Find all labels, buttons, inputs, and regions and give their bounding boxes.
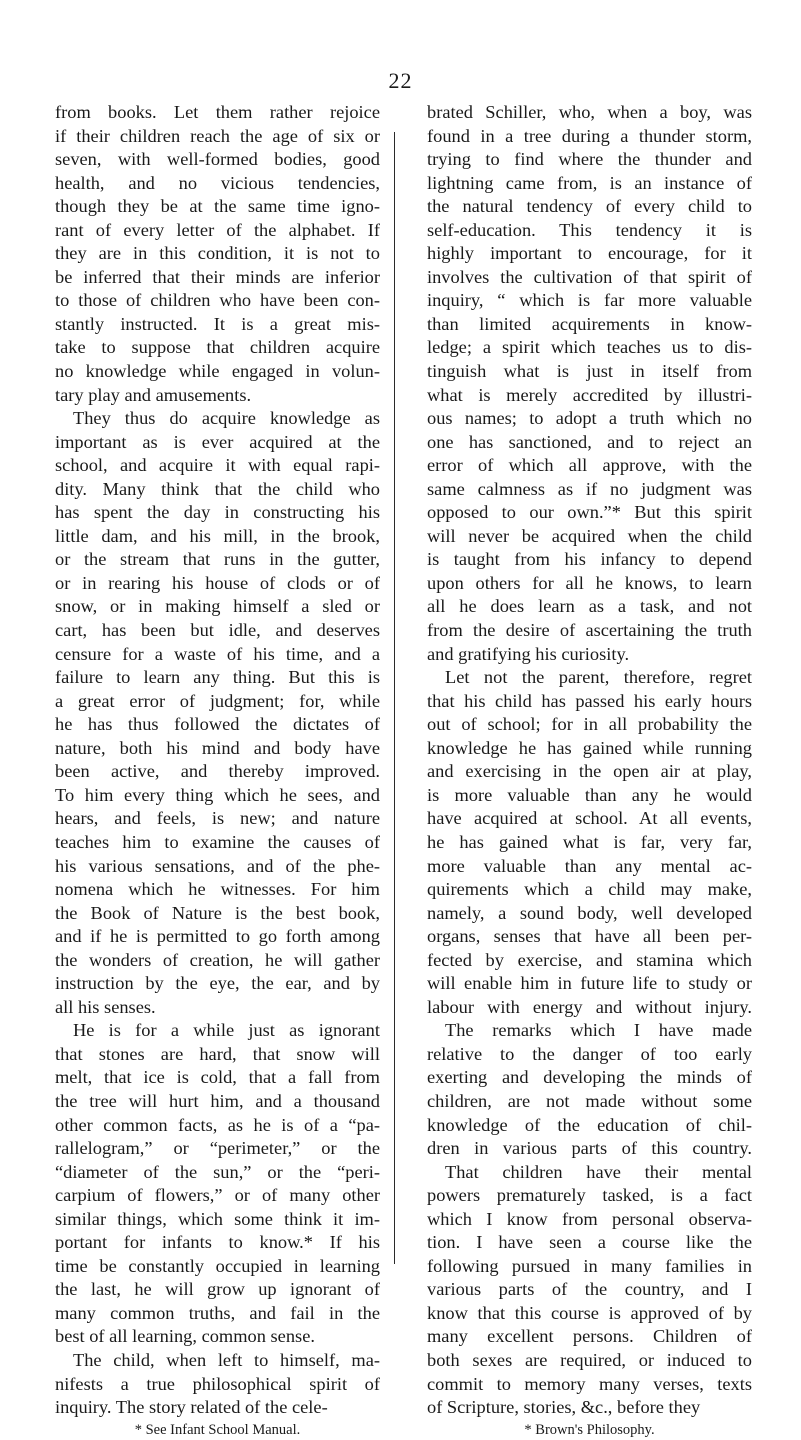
text-line: time be constantly occupied in learning xyxy=(55,1255,380,1276)
text-line: seven, with well-formed bodies, good xyxy=(55,149,380,170)
text-line: or in rearing his house of clods or of xyxy=(55,572,380,593)
text-line: have acquired at school. At all events, xyxy=(427,808,752,829)
text-line: Let not the parent, therefore, regret xyxy=(445,667,752,688)
text-line: various parts of the country, and I xyxy=(427,1279,752,1300)
text-line: that his child has passed his early hours xyxy=(427,690,752,711)
text-line: stantly instructed. It is a great mis- xyxy=(55,313,380,334)
text-line: snow, or in making himself a sled or xyxy=(55,596,380,617)
text-line: children, are not made without some xyxy=(427,1090,752,1111)
text-line: many excellent persons. Children of xyxy=(427,1326,752,1347)
text-line: He is for a while just as ignorant xyxy=(73,1020,380,1041)
text-line: school, and acquire it with equal rapi- xyxy=(55,455,380,476)
text-line: all his senses. xyxy=(55,996,156,1017)
text-line: nature, both his mind and body have xyxy=(55,737,380,758)
text-line: knowledge he has gained while running xyxy=(427,737,752,758)
text-line: dren in various parts of this country. xyxy=(427,1138,752,1159)
text-line: the last, he will grow up ignorant of xyxy=(55,1279,380,1300)
text-line: all he does learn as a task, and not xyxy=(427,596,752,617)
text-line: exerting and developing the minds of xyxy=(427,1067,752,1088)
text-line: or the stream that runs in the gutter, xyxy=(55,549,380,570)
text-line: tion. I have seen a course like the xyxy=(427,1232,752,1253)
text-line: instruction by the eye, the ear, and by xyxy=(55,973,380,994)
text-line: That children have their mental xyxy=(445,1161,752,1182)
text-line: They thus do acquire knowledge as xyxy=(73,408,380,429)
text-line: he has thus followed the dictates of xyxy=(55,714,380,735)
text-line: self-education. This tendency it is xyxy=(427,219,752,240)
text-line: organs, senses that have all been per- xyxy=(427,926,752,947)
text-line: The child, when left to himself, ma- xyxy=(73,1349,380,1370)
text-line: namely, a sound body, well developed xyxy=(427,902,752,923)
text-line: tary play and amusements. xyxy=(55,384,252,405)
text-line: trying to find where the thunder and xyxy=(427,149,752,170)
text-line: take to suppose that children acquire xyxy=(55,337,380,358)
text-line: teaches him to examine the causes of xyxy=(55,831,380,852)
text-line: hears, and feels, is new; and nature xyxy=(55,808,380,829)
text-line: little dam, and his mill, in the brook, xyxy=(55,525,380,546)
text-line: which I know from personal observa- xyxy=(427,1208,752,1229)
text-line: carpium of flowers,” or of many other xyxy=(55,1185,380,1206)
text-line: labour with energy and without injury. xyxy=(427,996,752,1017)
text-line: powers prematurely tasked, is a fact xyxy=(427,1185,752,1206)
text-line: inquiry. The story related of the cele- xyxy=(55,1397,328,1418)
text-line: highly important to encourage, for it xyxy=(427,243,752,264)
text-line: be inferred that their minds are inferior xyxy=(55,266,380,287)
text-line: best of all learning, common sense. xyxy=(55,1326,315,1347)
text-line: the tree will hurt him, and a thousand xyxy=(55,1090,380,1111)
text-line: To him every thing which he sees, and xyxy=(55,784,380,805)
text-line: they are in this condition, it is not to xyxy=(55,243,380,264)
footnote: * Brown's Philosophy. xyxy=(524,1421,655,1438)
text-line: rallelogram,” or “perimeter,” or the xyxy=(55,1138,380,1159)
text-line: tinguish what is just in itself from xyxy=(427,361,752,382)
text-line: out of school; for in all probability the xyxy=(427,714,752,735)
text-line: if their children reach the age of six or xyxy=(55,125,380,146)
text-line: same calmness as if no judgment was xyxy=(427,478,752,499)
text-line: censure for a waste of his time, and a xyxy=(55,643,380,664)
text-line: he has gained what is far, very far, xyxy=(427,831,752,852)
text-line: has spent the day in constructing his xyxy=(55,502,380,523)
text-line: than limited acquirements in know- xyxy=(427,313,752,334)
text-line: important as is ever acquired at the xyxy=(55,431,380,452)
text-line: relative to the danger of too early xyxy=(427,1043,752,1064)
text-line: commit to memory many verses, texts xyxy=(427,1373,752,1394)
text-line: nomena which he witnesses. For him xyxy=(55,879,380,900)
text-line: a great error of judgment; for, while xyxy=(55,690,380,711)
text-line: other common facts, as he is of a “pa- xyxy=(55,1114,380,1135)
text-line: following pursued in many families in xyxy=(427,1255,752,1276)
text-line: error of which all approve, with the xyxy=(427,455,752,476)
right-column xyxy=(427,101,752,1440)
text-line: nifests a true philosophical spirit of xyxy=(55,1373,380,1394)
footnote: * See Infant School Manual. xyxy=(134,1421,301,1438)
text-line: the wonders of creation, he will gather xyxy=(55,949,380,970)
text-line: found in a tree during a thunder storm, xyxy=(427,125,752,146)
text-line: and gratifying his curiosity. xyxy=(427,643,630,664)
text-line: failure to learn any thing. But this is xyxy=(55,667,380,688)
text-line: lightning came from, is an instance of xyxy=(427,172,752,193)
text-line: to those of children who have been con- xyxy=(55,290,380,311)
text-line: is more valuable than any he would xyxy=(427,784,752,805)
text-line: will enable him in future life to study or xyxy=(427,973,752,994)
text-line: that stones are hard, that snow will xyxy=(55,1043,380,1064)
text-line: more valuable than any mental ac- xyxy=(427,855,752,876)
text-line: know that this course is approved of by xyxy=(427,1302,752,1323)
text-line: though they be at the same time igno- xyxy=(55,196,380,217)
text-line: portant for infants to know.* If his xyxy=(55,1232,380,1253)
text-line: knowledge of the education of chil- xyxy=(427,1114,752,1135)
text-line: from books. Let them rather rejoice xyxy=(55,102,380,122)
text-line: both sexes are required, or induced to xyxy=(427,1349,752,1370)
text-line: many common truths, and fail in the xyxy=(55,1302,380,1323)
text-line: rant of every letter of the alphabet. If xyxy=(55,219,380,240)
text-line: the Book of Nature is the best book, xyxy=(55,902,380,923)
text-line: will never be acquired when the child xyxy=(427,525,752,546)
text-line: been active, and thereby improved. xyxy=(55,761,380,782)
text-line: his various sensations, and of the phe- xyxy=(55,855,380,876)
left-column xyxy=(55,101,380,1440)
text-line: and exercising in the open air at play, xyxy=(427,761,752,782)
text-line: is taught from his infancy to depend xyxy=(427,549,752,570)
text-line: melt, that ice is cold, that a fall from xyxy=(55,1067,380,1088)
text-line: quirements which a child may make, xyxy=(427,879,752,900)
text-line: of Scripture, stories, &c., before they xyxy=(427,1397,701,1418)
text-line: dity. Many think that the child who xyxy=(55,478,380,499)
text-line: The remarks which I have made xyxy=(445,1020,752,1041)
text-line: health, and no vicious tendencies, xyxy=(55,172,380,193)
text-line: fected by exercise, and stamina which xyxy=(427,949,752,970)
text-line: similar things, which some think it im- xyxy=(55,1208,380,1229)
text-line: brated Schiller, who, when a boy, was xyxy=(427,102,752,122)
text-line: upon others for all he knows, to learn xyxy=(427,572,752,593)
text-line: “diameter of the sun,” or the “peri- xyxy=(55,1161,380,1182)
text-line: and if he is permitted to go forth among xyxy=(55,926,380,947)
column-divider xyxy=(394,132,395,1264)
text-line: from the desire of ascertaining the truth xyxy=(427,620,752,641)
text-line: ledge; a spirit which teaches us to dis- xyxy=(427,337,752,358)
text-line: the natural tendency of every child to xyxy=(427,196,752,217)
text-line: ous names; to adopt a truth which no xyxy=(427,408,752,429)
text-line: involves the cultivation of that spirit of xyxy=(427,266,752,287)
text-line: one has sanctioned, and to reject an xyxy=(427,431,752,452)
text-line: cart, has been but idle, and deserves xyxy=(55,620,380,641)
text-line: inquiry, “ which is far more valuable xyxy=(427,290,752,311)
text-line: what is merely accredited by illustri- xyxy=(427,384,752,405)
text-line: opposed to our own.”* But this spirit xyxy=(427,502,752,523)
page-number: 22 xyxy=(388,68,413,93)
text-line: no knowledge while engaged in volun- xyxy=(55,361,380,382)
